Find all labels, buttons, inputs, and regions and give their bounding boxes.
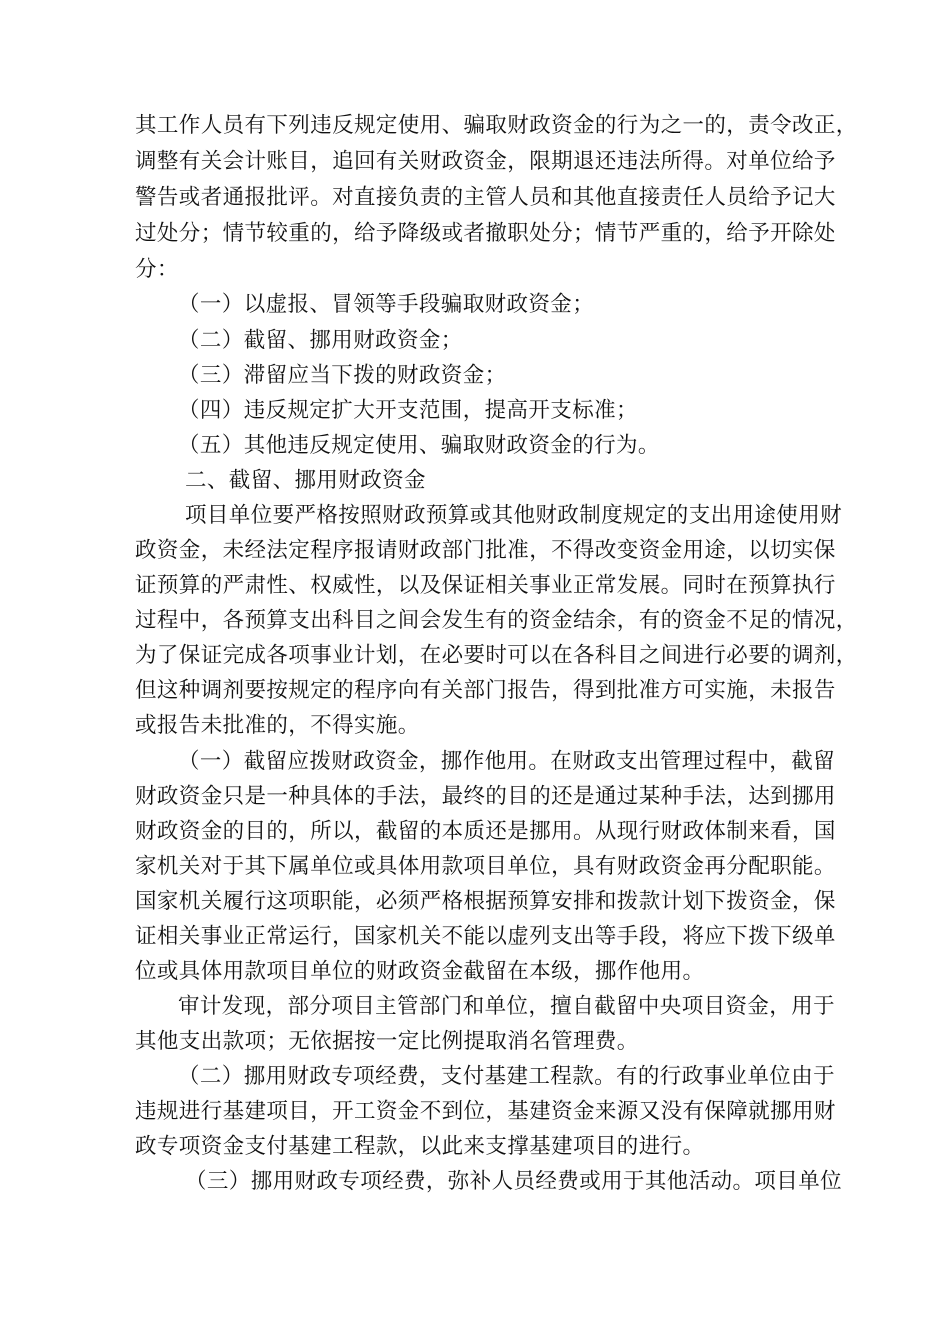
body-line-13: （一）截留应拨财政资金，挪作他用。在财政支出管理过程中，截留 bbox=[178, 749, 836, 774]
list-item-3: （三）滞留应当下拨的财政资金； bbox=[178, 363, 507, 388]
body-line-17: 国家机关履行这项职能，必须严格根据预算安排和拨款计划下拨资金，保 bbox=[135, 889, 836, 914]
body-line-19: 位或具体用款项目单位的财政资金截留在本级，挪作他用。 bbox=[135, 959, 705, 984]
body-line-6: 项目单位要严格按照财政预算或其他财政制度规定的支出用途使用财 bbox=[185, 503, 843, 528]
list-item-4: （四）违反规定扩大开支范围，提高开支标准； bbox=[178, 398, 638, 423]
body-line-18: 证相关事业正常运行，国家机关不能以虚列支出等手段，将应下拨下级单 bbox=[135, 924, 836, 949]
body-line-24: 政专项资金支付基建工程款，以此来支撑基建项目的进行。 bbox=[135, 1134, 705, 1159]
body-line-3: 警告或者通报批评。对直接负责的主管人员和其他直接责任人员给予记大 bbox=[135, 185, 836, 210]
list-item-2: （二）截留、挪用财政资金； bbox=[178, 328, 463, 353]
section-heading: 二、截留、挪用财政资金 bbox=[185, 468, 426, 493]
body-line-4: 过处分；情节较重的，给予降级或者撤职处分；情节严重的，给予开除处 bbox=[135, 221, 836, 246]
body-line-20: 审计发现，部分项目主管部门和单位，擅自截留中央项目资金，用于 bbox=[178, 994, 836, 1019]
body-line-16: 家机关对于其下属单位或具体用款项目单位，具有财政资金再分配职能。 bbox=[135, 854, 836, 879]
body-line-12: 或报告未批准的，不得实施。 bbox=[135, 713, 420, 738]
body-line-5: 分： bbox=[135, 257, 179, 282]
body-line-25: （三）挪用财政专项经费，弥补人员经费或用于其他活动。项目单位 bbox=[185, 1169, 843, 1194]
list-item-5: （五）其他违反规定使用、骗取财政资金的行为。 bbox=[178, 433, 660, 458]
body-line-10: 为了保证完成各项事业计划，在必要时可以在各科目之间进行必要的调剂， bbox=[135, 643, 858, 668]
body-line-11: 但这种调剂要按规定的程序向有关部门报告，得到批准方可实施，未报告 bbox=[135, 678, 836, 703]
body-line-14: 财政资金只是一种具体的手法，最终的目的还是通过某种手法，达到挪用 bbox=[135, 784, 836, 809]
body-line-21: 其他支出款项；无依据按一定比例提取消名管理费。 bbox=[135, 1029, 639, 1054]
body-line-15: 财政资金的目的，所以，截留的本质还是挪用。从现行财政体制来看，国 bbox=[135, 819, 836, 844]
body-line-8: 证预算的严肃性、权威性，以及保证相关事业正常发展。同时在预算执行 bbox=[135, 573, 836, 598]
body-line-2: 调整有关会计账目，追回有关财政资金，限期退还违法所得。对单位给予 bbox=[135, 149, 836, 174]
body-line-23: 违规进行基建项目，开工资金不到位，基建资金来源又没有保障就挪用财 bbox=[135, 1099, 836, 1124]
body-line-7: 政资金，未经法定程序报请财政部门批准，不得改变资金用途，以切实保 bbox=[135, 538, 836, 563]
body-line-9: 过程中，各预算支出科目之间会发生有的资金结余，有的资金不足的情况， bbox=[135, 608, 858, 633]
body-line-22: （二）挪用财政专项经费，支付基建工程款。有的行政事业单位由于 bbox=[178, 1064, 836, 1089]
body-line-1: 其工作人员有下列违反规定使用、骗取财政资金的行为之一的，责令改正， bbox=[135, 113, 858, 138]
list-item-1: （一）以虚报、冒领等手段骗取财政资金； bbox=[178, 292, 595, 317]
